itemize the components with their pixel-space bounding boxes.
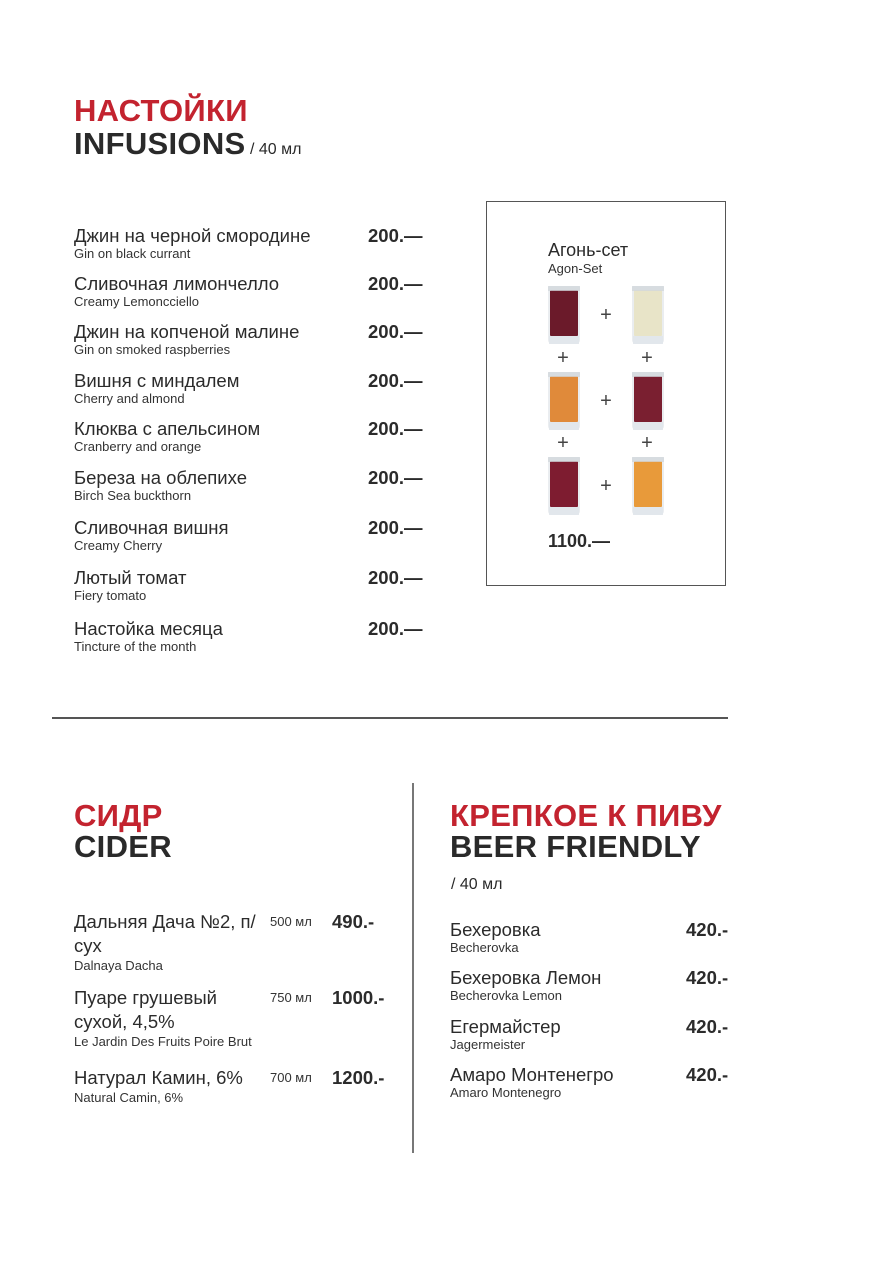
menu-item: [74, 418, 434, 455]
shot-liquid: [634, 290, 662, 336]
item-volume: 500 мл: [270, 914, 312, 929]
plus-icon: +: [600, 475, 612, 497]
item-volume: 700 мл: [270, 1070, 312, 1085]
item-price: 200.—: [368, 273, 423, 294]
menu-item: [74, 1066, 404, 1106]
cider-title-en: CIDER: [74, 829, 172, 864]
infusions-title-ru: НАСТОЙКИ: [74, 93, 248, 128]
shot-liquid: [634, 461, 662, 507]
item-name-ru: Амаро Монтенегро: [450, 1064, 614, 1085]
shot-glass-image: [632, 457, 664, 515]
item-name-en: Gin on smoked raspberries: [74, 342, 231, 357]
item-volume: 750 мл: [270, 990, 312, 1005]
menu-item: [74, 467, 434, 504]
menu-item: [74, 618, 434, 655]
item-name-en: Becherovka Lemon: [450, 988, 563, 1003]
menu-item: [74, 321, 434, 358]
plus-icon: +: [557, 347, 569, 369]
vertical-divider: [412, 783, 414, 1153]
shot-glass-image: [548, 372, 580, 430]
item-name-en: Tincture of the month: [74, 639, 197, 654]
item-name-ru: Настойка месяца: [74, 618, 223, 639]
item-name-ru: Береза на облепихе: [74, 467, 247, 488]
item-name-ru: Бехеровка: [450, 919, 541, 940]
item-name-ru: Вишня с миндалем: [74, 370, 240, 391]
item-price: 200.—: [368, 618, 423, 639]
item-name-ru: Егермайстер: [450, 1016, 561, 1037]
item-price: 200.—: [368, 370, 423, 391]
item-price: 420.-: [686, 1064, 729, 1085]
menu-item: [450, 919, 740, 956]
item-name-en: Becherovka: [450, 940, 519, 955]
menu-item: [74, 370, 434, 407]
infusions-unit: / 40 мл: [249, 141, 302, 158]
item-name-ru: Джин на черной смородине: [74, 225, 311, 246]
item-name-en: Dalnaya Dacha: [74, 958, 163, 973]
item-price: 200.—: [368, 225, 423, 246]
menu-item: [74, 517, 434, 554]
shot-glass-image: [548, 286, 580, 344]
menu-item: [450, 1016, 740, 1053]
item-price: 200.—: [368, 418, 423, 439]
shot-liquid: [550, 376, 578, 422]
item-name-en: Creamy Cherry: [74, 538, 163, 553]
item-name-en: Cranberry and orange: [74, 439, 202, 454]
menu-item: [74, 567, 434, 604]
horizontal-divider: [52, 717, 728, 719]
item-price: 200.—: [368, 321, 423, 342]
item-name-ru: Клюква с апельсином: [74, 418, 261, 439]
beer-title-ru: КРЕПКОЕ К ПИВУ: [450, 798, 722, 833]
item-price: 200.—: [368, 567, 423, 588]
item-price: 200.—: [368, 467, 423, 488]
menu-item: [74, 225, 434, 262]
shot-glass-image: [548, 457, 580, 515]
beer-title-en: BEER FRIENDLY: [450, 829, 701, 864]
item-name-en: Cherry and almond: [74, 391, 185, 406]
plus-icon: +: [600, 390, 612, 412]
menu-item: [74, 986, 404, 1050]
plus-icon: +: [641, 432, 653, 454]
item-name-ru: Пуаре грушевый сухой, 4,5%: [74, 987, 218, 1032]
set-title-ru: Агонь-сет: [548, 240, 629, 260]
menu-item: [450, 1064, 740, 1101]
shot-glass-image: [632, 372, 664, 430]
item-price: 200.—: [368, 517, 423, 538]
item-name-en: Birch Sea buckthorn: [74, 488, 192, 503]
item-price: 420.-: [686, 919, 729, 940]
item-name-en: Jagermeister: [450, 1037, 526, 1052]
item-name-en: Creamy Lemoncciello: [74, 294, 199, 309]
menu-item: [74, 273, 434, 310]
item-price: 420.-: [686, 967, 729, 988]
item-name-ru: Бехеровка Лемон: [450, 967, 602, 988]
item-name-ru: Дальняя Дача №2, п/сух: [74, 911, 256, 956]
cider-title-ru: СИДР: [74, 798, 163, 833]
infusions-title-block: [74, 127, 301, 161]
shot-liquid: [550, 461, 578, 507]
item-name-en: Amaro Montenegro: [450, 1085, 562, 1100]
item-name-en: Gin on black currant: [74, 246, 191, 261]
item-name-ru: Джин на копченой малине: [74, 321, 300, 342]
plus-icon: +: [557, 432, 569, 454]
item-name-en: Le Jardin Des Fruits Poire Brut: [74, 1034, 252, 1049]
item-name-en: Fiery tomato: [74, 588, 147, 603]
beer-unit: / 40 мл: [451, 876, 503, 893]
shot-liquid: [634, 376, 662, 422]
infusions-title-en: INFUSIONS: [74, 126, 246, 161]
set-price: 1100.—: [548, 531, 611, 551]
menu-item: [450, 967, 740, 1004]
item-price: 1200.-: [332, 1067, 385, 1088]
shot-liquid: [550, 290, 578, 336]
plus-icon: +: [600, 304, 612, 326]
item-name-ru: Лютый томат: [74, 567, 187, 588]
menu-item: [74, 910, 404, 974]
item-price: 490.-: [332, 911, 375, 932]
item-name-ru: Сливочная вишня: [74, 517, 229, 538]
item-name-en: Natural Camin, 6%: [74, 1090, 184, 1105]
item-name-ru: Натурал Камин, 6%: [74, 1067, 243, 1088]
item-price: 420.-: [686, 1016, 729, 1037]
item-name-ru: Сливочная лимончелло: [74, 273, 280, 294]
item-price: 1000.-: [332, 987, 385, 1008]
set-title-en: Agon-Set: [548, 261, 603, 276]
plus-icon: +: [641, 347, 653, 369]
shot-glass-image: [632, 286, 664, 344]
